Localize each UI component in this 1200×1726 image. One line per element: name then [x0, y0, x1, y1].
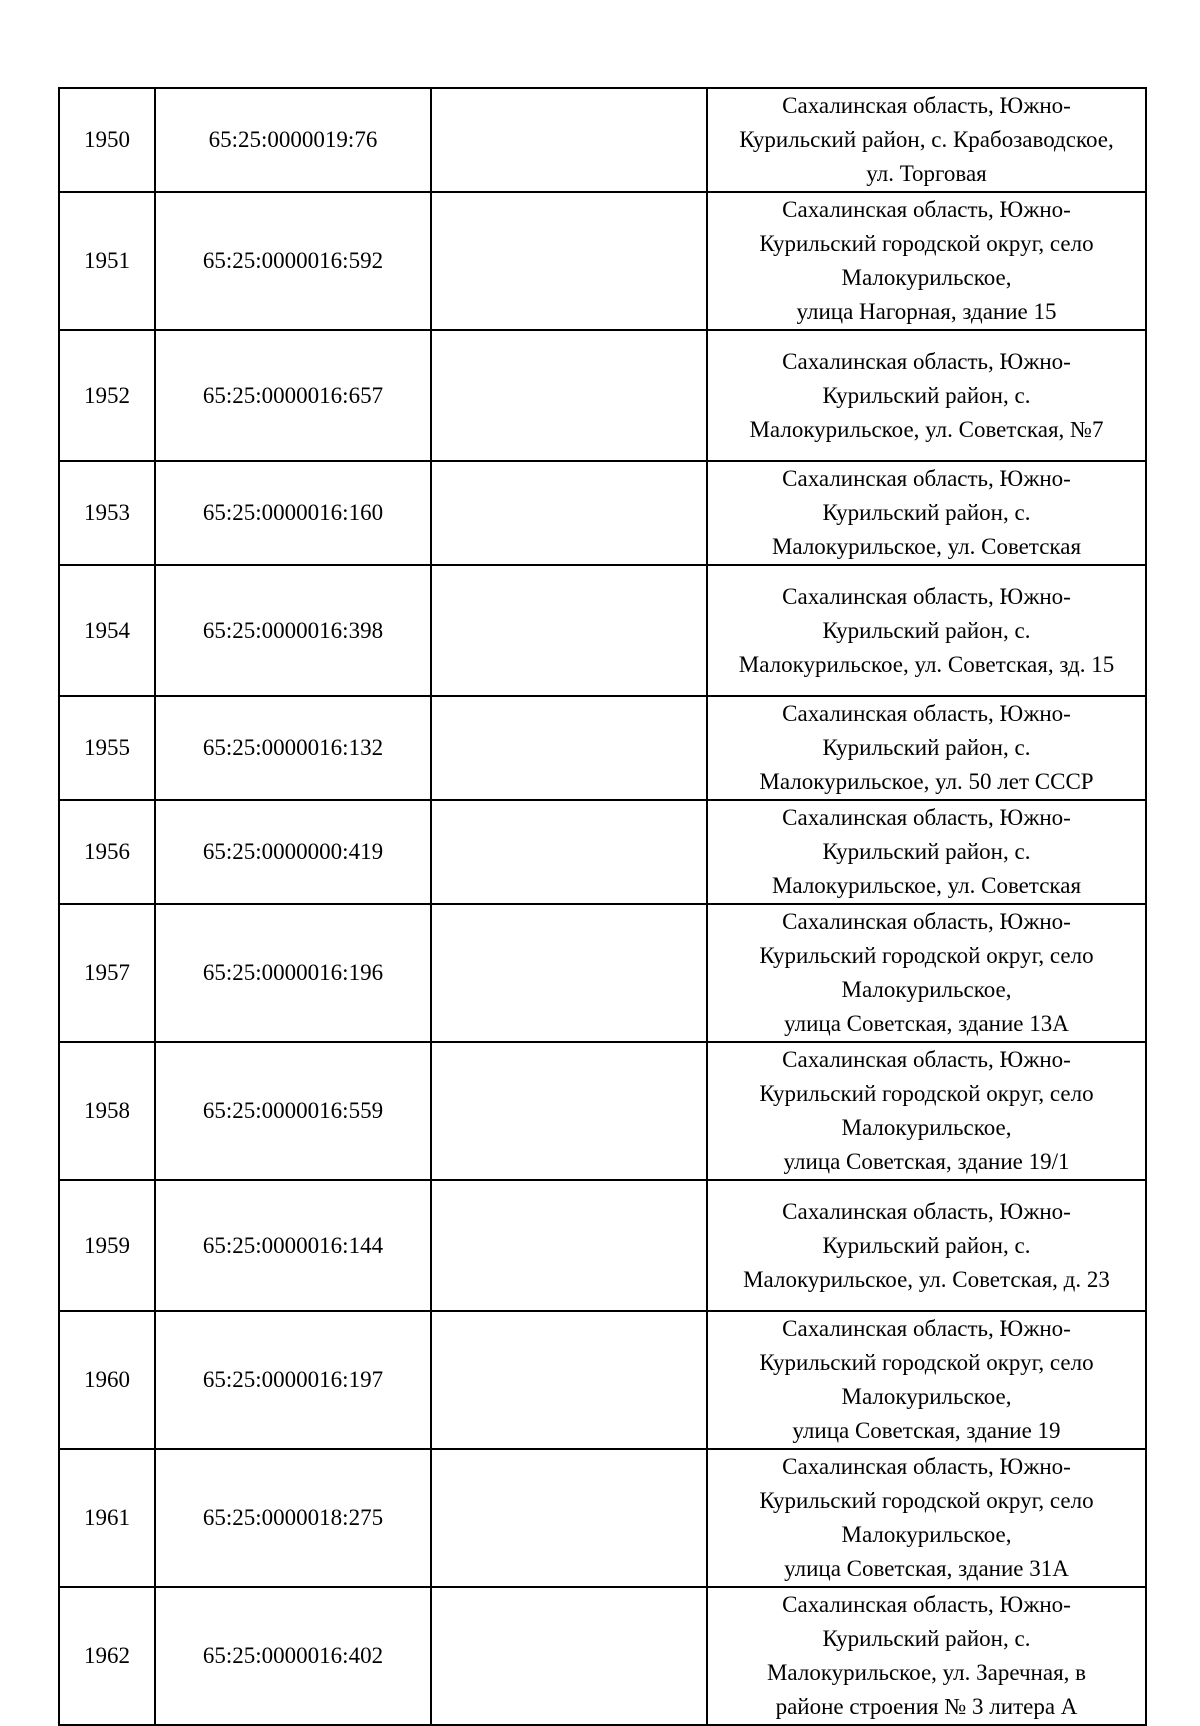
table-row [59, 1180, 1146, 1311]
empty-cell [431, 461, 707, 565]
table-row [59, 461, 1146, 565]
address-line: Курильский городской округ, село [759, 1350, 1094, 1375]
address-line: Сахалинская область, Южно- [782, 1316, 1071, 1341]
address-line: Сахалинская область, Южно- [782, 805, 1071, 830]
row-number-cell: 1959 [59, 1180, 155, 1311]
address-line: Сахалинская область, Южно- [782, 197, 1071, 222]
address-line: Курильский район, с. [822, 839, 1031, 864]
address-line: Сахалинская область, Южно- [782, 466, 1071, 491]
address-line: улица Советская, здание 13А [784, 1011, 1069, 1036]
cadastral-number-cell: 65:25:0000016:398 [155, 565, 431, 696]
cadastral-number-cell: 65:25:0000016:160 [155, 461, 431, 565]
table-row [59, 88, 1146, 192]
address-line: Сахалинская область, Южно- [782, 583, 1071, 609]
table-row [59, 1587, 1146, 1725]
registry-table-body [59, 88, 1146, 1725]
address-line: Сахалинская область, Южно- [782, 909, 1071, 934]
address-line: Курильский район, с. [822, 617, 1031, 643]
row-number-cell: 1956 [59, 800, 155, 904]
address-line: ул. Торговая [866, 161, 987, 186]
table-row [59, 330, 1146, 461]
row-number-cell: 1951 [59, 192, 155, 330]
address-line: улица Советская, здание 19 [792, 1418, 1061, 1443]
row-number-cell: 1960 [59, 1311, 155, 1449]
cadastral-number-cell: 65:25:0000016:559 [155, 1042, 431, 1180]
address-line: Малокурильское, [841, 1522, 1012, 1547]
empty-cell [431, 1587, 707, 1725]
address-line: Сахалинская область, Южно- [782, 1047, 1071, 1072]
registry-table [58, 87, 1147, 1726]
cadastral-number-cell: 65:25:0000018:275 [155, 1449, 431, 1587]
address-line: Курильский городской округ, село [759, 231, 1094, 256]
address-cell [707, 696, 1146, 800]
address-line: Сахалинская область, Южно- [782, 701, 1071, 726]
address-line: районе строения № 3 литера А [775, 1694, 1078, 1719]
row-number-cell: 1962 [59, 1587, 155, 1725]
cadastral-number-cell: 65:25:0000016:144 [155, 1180, 431, 1311]
address-line: Курильский городской округ, село [759, 1081, 1094, 1106]
address-cell [707, 565, 1146, 696]
address-cell [707, 192, 1146, 330]
address-cell [707, 800, 1146, 904]
address-line: Курильский район, с. [822, 735, 1031, 760]
address-cell [707, 1042, 1146, 1180]
empty-cell [431, 1449, 707, 1587]
table-row [59, 192, 1146, 330]
address-cell [707, 1311, 1146, 1449]
address-line: Малокурильское, ул. Советская [771, 534, 1082, 559]
table-row [59, 1311, 1146, 1449]
cadastral-number-cell: 65:25:0000019:76 [155, 88, 431, 192]
address-line: Курильский городской округ, село [759, 1488, 1094, 1513]
empty-cell [431, 330, 707, 461]
table-row [59, 1042, 1146, 1180]
address-line: Сахалинская область, Южно- [782, 1592, 1071, 1617]
row-number-cell: 1958 [59, 1042, 155, 1180]
cadastral-number-cell: 65:25:0000016:197 [155, 1311, 431, 1449]
cadastral-number-cell: 65:25:0000016:657 [155, 330, 431, 461]
empty-cell [431, 1180, 707, 1311]
address-line: Малокурильское, [841, 1115, 1012, 1140]
row-number-cell: 1952 [59, 330, 155, 461]
row-number-cell: 1954 [59, 565, 155, 696]
address-line: улица Нагорная, здание 15 [796, 299, 1057, 324]
cadastral-number-cell: 65:25:0000016:592 [155, 192, 431, 330]
row-number-cell: 1953 [59, 461, 155, 565]
address-line: Сахалинская область, Южно- [782, 93, 1071, 118]
table-row [59, 800, 1146, 904]
address-cell [707, 904, 1146, 1042]
address-line: Сахалинская область, Южно- [782, 348, 1071, 374]
table-row [59, 1449, 1146, 1587]
address-cell [707, 330, 1146, 461]
address-line: Малокурильское, ул. 50 лет СССР [759, 769, 1094, 794]
address-line: Малокурильское, ул. Советская [771, 873, 1082, 898]
address-line: Курильский район, с. Крабозаводское, [739, 127, 1114, 152]
empty-cell [431, 192, 707, 330]
table-row [59, 696, 1146, 800]
address-line: Курильский район, с. [822, 500, 1031, 525]
address-line: Сахалинская область, Южно- [782, 1198, 1071, 1224]
address-line: Малокурильское, ул. Заречная, в [766, 1660, 1087, 1685]
address-cell [707, 1449, 1146, 1587]
empty-cell [431, 696, 707, 800]
row-number-cell: 1957 [59, 904, 155, 1042]
row-number-cell: 1961 [59, 1449, 155, 1587]
address-line: Курильский район, с. [822, 1232, 1031, 1258]
address-line: Малокурильское, ул. Советская, №7 [749, 416, 1104, 442]
row-number-cell: 1950 [59, 88, 155, 192]
address-line: Малокурильское, [841, 265, 1012, 290]
address-line: Курильский район, с. [822, 382, 1031, 408]
address-cell [707, 88, 1146, 192]
address-line: Курильский район, с. [822, 1626, 1031, 1651]
empty-cell [431, 904, 707, 1042]
table-row [59, 565, 1146, 696]
empty-cell [431, 800, 707, 904]
table-row [59, 904, 1146, 1042]
cadastral-number-cell: 65:25:0000016:196 [155, 904, 431, 1042]
address-line: улица Советская, здание 31А [784, 1556, 1069, 1581]
address-line: улица Советская, здание 19/1 [783, 1149, 1070, 1174]
empty-cell [431, 1042, 707, 1180]
cadastral-number-cell: 65:25:0000000:419 [155, 800, 431, 904]
cadastral-number-cell: 65:25:0000016:402 [155, 1587, 431, 1725]
address-line: Малокурильское, [841, 977, 1012, 1002]
empty-cell [431, 1311, 707, 1449]
empty-cell [431, 88, 707, 192]
address-cell [707, 1180, 1146, 1311]
address-line: Сахалинская область, Южно- [782, 1454, 1071, 1479]
address-line: Малокурильское, ул. Советская, зд. 15 [738, 651, 1115, 677]
address-line: Малокурильское, [841, 1384, 1012, 1409]
empty-cell [431, 565, 707, 696]
address-line: Малокурильское, ул. Советская, д. 23 [743, 1266, 1110, 1292]
address-cell [707, 1587, 1146, 1725]
cadastral-number-cell: 65:25:0000016:132 [155, 696, 431, 800]
row-number-cell: 1955 [59, 696, 155, 800]
address-cell [707, 461, 1146, 565]
address-line: Курильский городской округ, село [759, 943, 1094, 968]
